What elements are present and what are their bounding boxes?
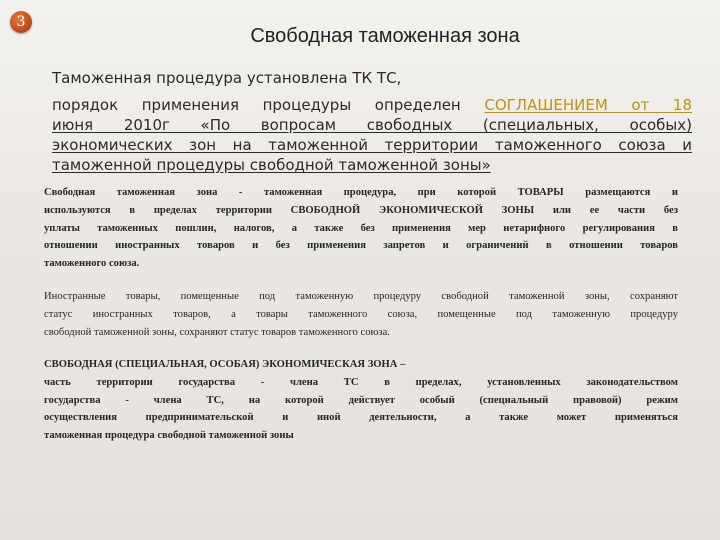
paragraph-line: таможенная процедура свободной таможенной зоны <box>44 430 294 442</box>
paragraph-line: Иностранные товары, помещенные под таможенную процедуру свободной таможенной зоны, сохраняют <box>44 291 678 302</box>
paragraph-line: уплаты таможенных пошлин, налогов, а также без применения мер нетарифного регулирования в <box>44 222 678 234</box>
slide-title: Свободная таможенная зона <box>250 25 520 47</box>
paragraph-line: используются в пределах территории СВОБОДНОЙ ЭКОНОМИЧЕСКОЙ ЗОНЫ или ее части без <box>44 204 678 216</box>
paragraph-line: свободной таможенной зоны, сохраняют статус товаров таможенного союза. <box>44 326 390 338</box>
lead-text <box>52 68 692 175</box>
lead-line-2 <box>52 95 692 115</box>
lead-line-1: Таможенная процедура установлена ТК ТС, <box>52 69 402 87</box>
paragraph-line: осуществления предпринимательской и иной деятельности, а также может применяться <box>44 412 678 424</box>
paragraph-free-zone-definition <box>44 184 678 273</box>
paragraph-economic-zone-definition <box>44 356 678 445</box>
paragraph-line: часть территории государства - члена ТС в пределах, установленных законодательством <box>44 376 678 388</box>
agreement-link[interactable]: СОГЛАШЕНИЕМ от 18 <box>484 96 692 114</box>
paragraph-line: отношении иностранных товаров и без применения запретов и ограничений в отношении товаров <box>44 240 678 252</box>
lead-line-2-plain: порядок применения процедуры определен <box>52 96 485 114</box>
slide-number-badge: 3 <box>10 11 32 33</box>
lead-line-5[interactable]: таможенной процедуры свободной таможенной зоны» <box>52 156 491 174</box>
paragraph-line: государства - члена ТС, на которой действует особый (специальный правовой) режим <box>44 394 678 406</box>
paragraph-line: СВОБОДНАЯ (СПЕЦИАЛЬНАЯ, ОСОБАЯ) ЭКОНОМИЧЕСКАЯ ЗОНА – <box>44 359 406 370</box>
paragraph-goods-status <box>44 288 678 341</box>
paragraph-line: Свободная таможенная зона - таможенная процедура, при которой ТОВАРЫ размещаются и <box>44 187 678 198</box>
paragraph-line: статус иностранных товаров, а товары таможенного союза, помещенные под таможенную процедуру <box>44 308 678 320</box>
lead-line-4[interactable]: экономических зон на таможенной территории таможенного союза и <box>52 136 692 154</box>
lead-line-3[interactable]: июня 2010г «По вопросам свободных (специальных, особых) <box>52 116 692 134</box>
paragraph-line: таможенного союза. <box>44 258 140 270</box>
body-text-panel <box>44 184 678 446</box>
